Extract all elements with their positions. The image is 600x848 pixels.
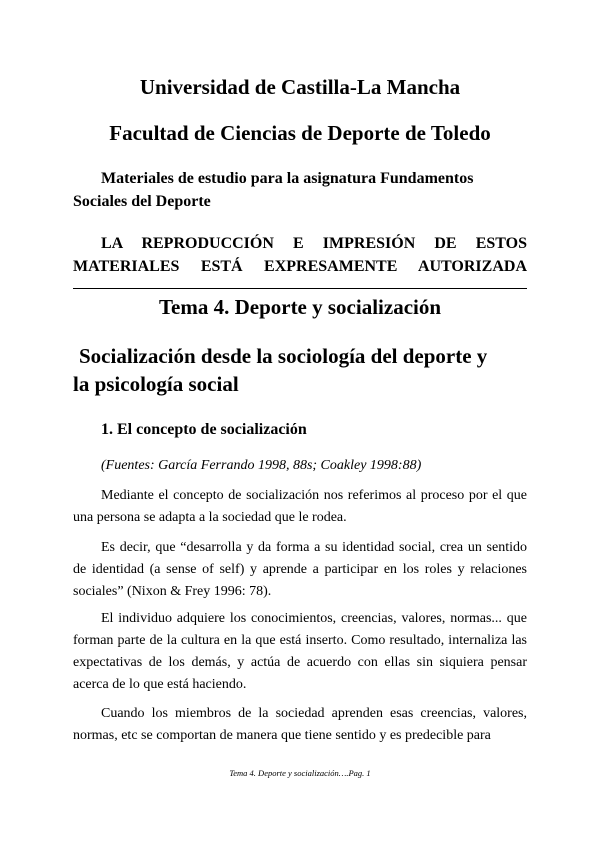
university-title: Universidad de Castilla-La Mancha: [139, 75, 461, 99]
subsection-title: 1. El concepto de socialización: [101, 421, 307, 438]
materials-line-2: Sociales del Deporte: [73, 193, 211, 210]
notice-line-1: LA REPRODUCCIÓN E IMPRESIÓN DE ESTOS: [101, 235, 527, 252]
section-title-line-1: Socialización desde la sociología del deporte y: [79, 344, 488, 368]
materials-line-1: Materiales de estudio para la asignatura Fundamentos: [101, 170, 474, 187]
horizontal-rule: [73, 288, 527, 289]
faculty-title: Facultad de Ciencias de Deporte de Toledo: [109, 121, 491, 145]
sources-citation: (Fuentes: García Ferrando 1998, 88s; Coakley 1998:88): [101, 458, 422, 473]
notice-line-2: MATERIALES ESTÁ EXPRESAMENTE AUTORIZADA: [73, 258, 527, 275]
section-title-line-2: la psicología social: [73, 372, 239, 396]
paragraph-1: Mediante el concepto de socialización nos referimos al proceso por el que una persona se adapta a la sociedad que le rodea.: [73, 488, 527, 525]
paragraph-2: Es decir, que “desarrolla y da forma a su identidad social, crea un sentido de identidad (a sense of self) y aprende a participar en los roles y relaciones sociales” (Nixon & Frey 1996: 78).: [73, 540, 527, 599]
tema-title: Tema 4. Deporte y socialización: [158, 295, 442, 319]
page-footer: Tema 4. Deporte y socialización….Pag. 1: [229, 768, 371, 778]
paragraph-3: El individuo adquiere los conocimientos, creencias, valores, normas... que forman parte de la cultura en la que está inserto. Como resultado, internaliza las expectativas de los demás, y actúa de acuerdo con ellas sin siquiera pensar acerca de lo que está haciendo.: [73, 611, 527, 692]
paragraph-4: Cuando los miembros de la sociedad aprenden esas creencias, valores, normas, etc se comportan de manera que tiene sentido y es predecible para: [73, 706, 527, 743]
